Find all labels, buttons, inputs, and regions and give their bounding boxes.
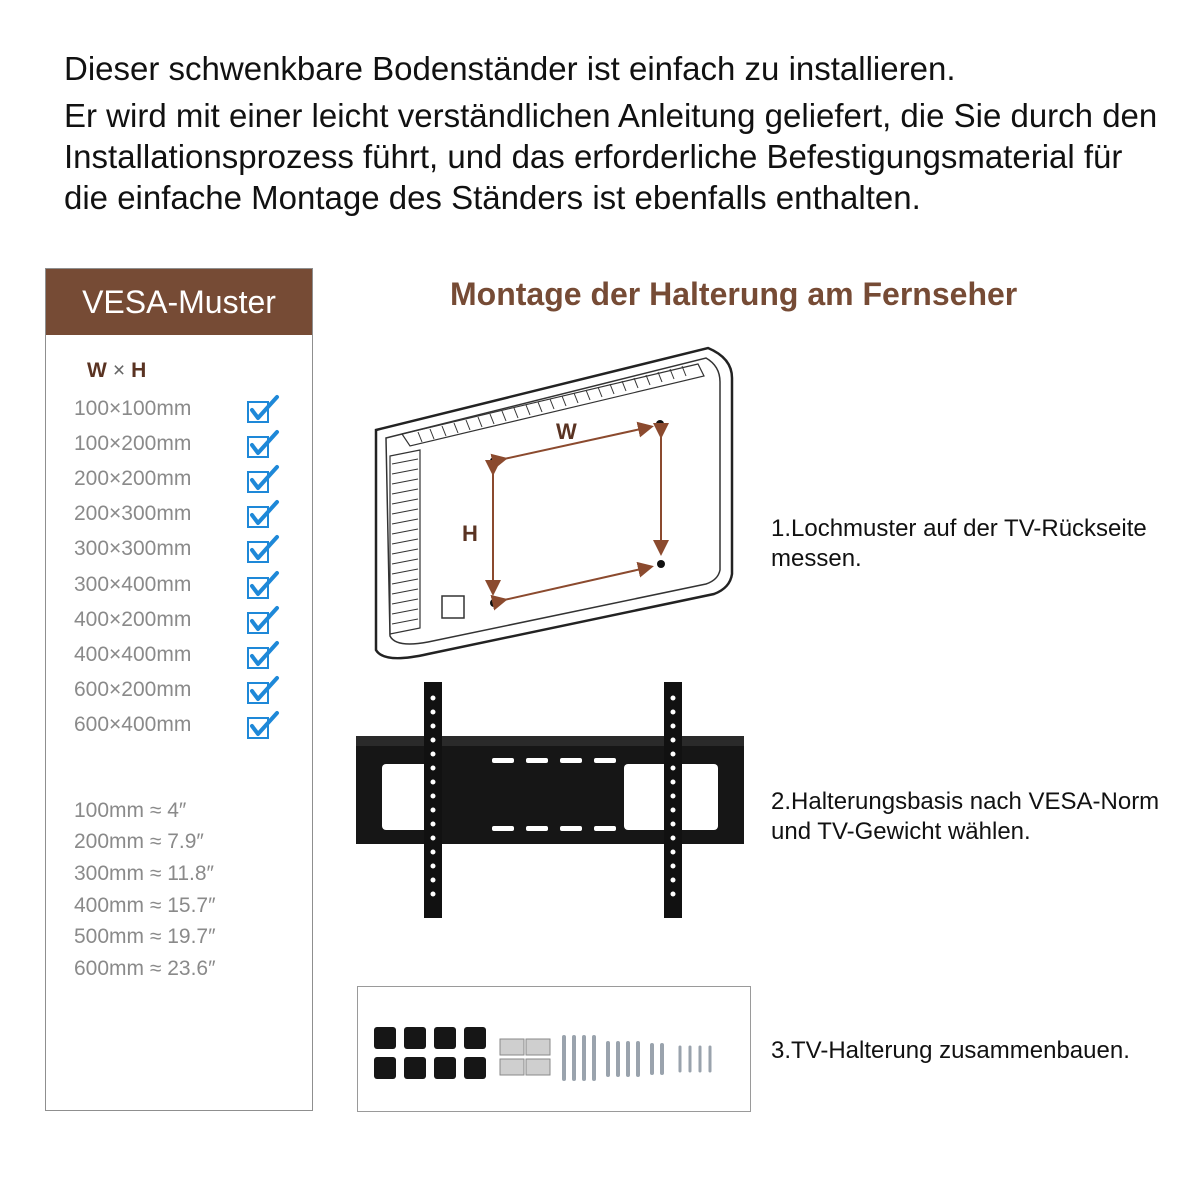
conversion-item: 500mm ≈ 19.7″	[74, 925, 216, 949]
checkmark-icon	[246, 640, 280, 670]
vesa-size-item	[74, 532, 280, 567]
conversion-item: 300mm ≈ 11.8″	[74, 861, 214, 885]
mount-bracket-image	[350, 678, 750, 923]
vesa-header: VESA-Muster	[46, 269, 312, 335]
vesa-size-label: 600×200mm	[74, 678, 192, 702]
vesa-size-label: 300×400mm	[74, 572, 192, 596]
times-label: ×	[112, 359, 126, 382]
checkmark-icon	[246, 605, 280, 635]
checkmark-icon	[246, 710, 280, 740]
checkmark-icon	[246, 429, 280, 459]
vesa-panel	[45, 268, 313, 1111]
vesa-size-label: 100×100mm	[74, 396, 192, 420]
vesa-size-label: 400×400mm	[74, 642, 192, 666]
vesa-size-item	[74, 497, 280, 532]
mount-title: Montage der Halterung am Fernseher	[450, 276, 1018, 312]
diagram-w-label: W	[556, 419, 577, 444]
vesa-size-item	[74, 602, 280, 637]
vesa-size-item	[74, 426, 280, 461]
checkmark-icon	[246, 534, 280, 564]
vesa-size-label: 200×200mm	[74, 466, 192, 490]
checkmark-icon	[246, 394, 280, 424]
vesa-size-item	[74, 461, 280, 496]
checkmark-icon	[246, 464, 280, 494]
intro-line-1: Dieser schwenkbare Bodenständer ist einfach zu installieren.	[64, 50, 956, 87]
hardware-kit-image	[358, 987, 748, 1109]
vesa-size-item	[74, 391, 280, 426]
conversion-item: 400mm ≈ 15.7″	[74, 893, 216, 917]
vesa-size-list	[74, 391, 280, 743]
vesa-size-item	[74, 567, 280, 602]
w-label: W	[87, 359, 107, 382]
h-label: H	[131, 359, 147, 382]
step-3-text: 3.TV-Halterung zusammenbauen.	[771, 1037, 1130, 1064]
wh-label	[87, 359, 146, 383]
hardware-kit-panel	[357, 986, 751, 1112]
vesa-size-item	[74, 673, 280, 708]
checkmark-icon	[246, 675, 280, 705]
vesa-size-item	[74, 708, 280, 743]
conversion-item: 200mm ≈ 7.9″	[74, 830, 204, 854]
conversion-item: 600mm ≈ 23.6″	[74, 956, 216, 980]
vesa-size-item	[74, 637, 280, 672]
step-1-text: 1.Lochmuster auf der TV-Rückseite messen.	[771, 515, 1147, 572]
vesa-size-label: 200×300mm	[74, 502, 192, 526]
checkmark-icon	[246, 499, 280, 529]
intro-text	[64, 48, 1174, 218]
intro-line-2: Er wird mit einer leicht verständlichen Anleitung geliefert, die Sie durch den Installationsprozess führt, und das erforderliche Befestigungsmaterial für die einfache Montage des Ständers ist ebenfalls enthalten.	[64, 97, 1158, 216]
conversion-item: 100mm ≈ 4″	[74, 798, 187, 822]
checkmark-icon	[246, 570, 280, 600]
vesa-size-label: 400×200mm	[74, 607, 192, 631]
diagram-h-label: H	[462, 521, 478, 546]
vesa-size-label: 100×200mm	[74, 431, 192, 455]
tv-back-diagram	[358, 338, 738, 668]
step-2-text: 2.Halterungsbasis nach VESA-Norm und TV-Gewicht wählen.	[771, 788, 1160, 845]
conversion-list	[74, 795, 216, 985]
vesa-size-label: 600×400mm	[74, 713, 192, 737]
vesa-size-label: 300×300mm	[74, 537, 192, 561]
